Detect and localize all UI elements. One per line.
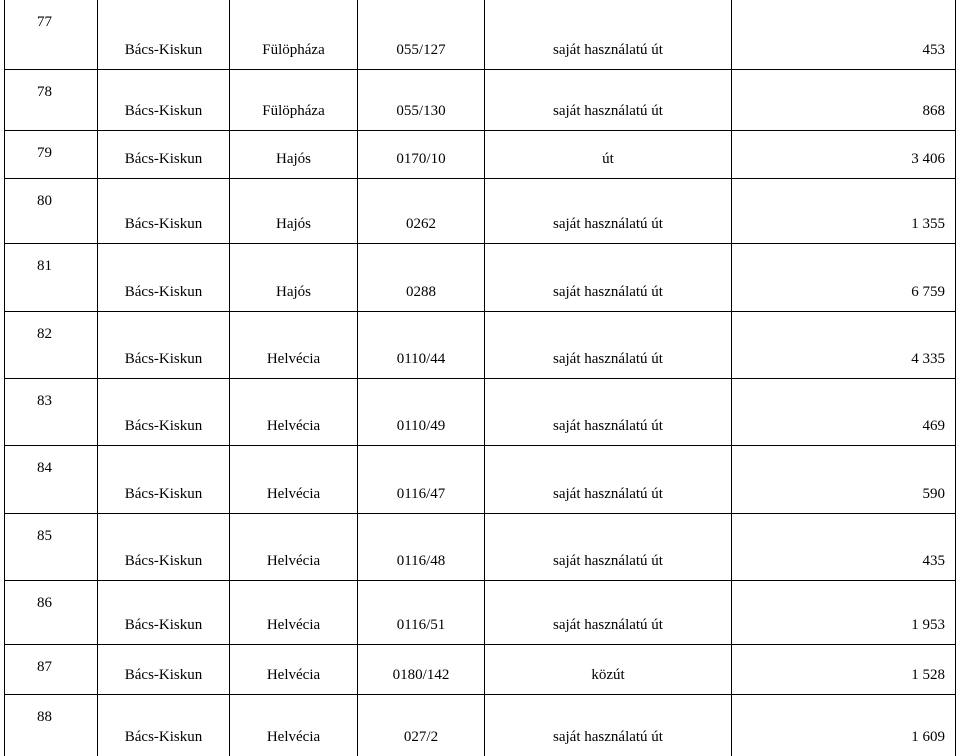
settlement-cell: Helvécia	[230, 445, 358, 513]
table-row	[5, 445, 956, 513]
table-row	[5, 0, 956, 69]
area-cell: 590	[732, 445, 956, 513]
parcel-cell: 0170/10	[358, 130, 485, 178]
county-cell: Bács-Kiskun	[98, 178, 230, 243]
settlement-cell: Fülöpháza	[230, 0, 358, 69]
county-cell: Bács-Kiskun	[98, 243, 230, 311]
area-cell: 435	[732, 513, 956, 580]
row-number-cell	[5, 130, 98, 178]
county-cell: Bács-Kiskun	[98, 644, 230, 694]
settlement-cell: Hajós	[230, 243, 358, 311]
row-number-cell	[5, 644, 98, 694]
use-cell: saját használatú út	[485, 69, 732, 130]
table-row	[5, 644, 956, 694]
county-cell: Bács-Kiskun	[98, 513, 230, 580]
use-cell: saját használatú út	[485, 243, 732, 311]
parcel-cell: 055/127	[358, 0, 485, 69]
row-number: 77	[37, 14, 52, 30]
parcel-cell: 055/130	[358, 69, 485, 130]
row-number: 84	[37, 459, 52, 476]
use-cell: saját használatú út	[485, 311, 732, 378]
county-cell: Bács-Kiskun	[98, 311, 230, 378]
row-number-cell	[5, 378, 98, 445]
parcel-cell: 0116/48	[358, 513, 485, 580]
settlement-cell: Fülöpháza	[230, 69, 358, 130]
table-row	[5, 178, 956, 243]
area-cell: 4 335	[732, 311, 956, 378]
use-cell: saját használatú út	[485, 378, 732, 445]
parcel-cell: 0288	[358, 243, 485, 311]
parcel-table	[4, 0, 956, 756]
use-cell: saját használatú út	[485, 0, 732, 69]
settlement-cell: Helvécia	[230, 311, 358, 378]
parcel-cell: 027/2	[358, 694, 485, 756]
row-number-cell	[5, 243, 98, 311]
table-row	[5, 311, 956, 378]
row-number: 79	[37, 144, 52, 161]
parcel-cell: 0116/51	[358, 580, 485, 644]
county-cell: Bács-Kiskun	[98, 445, 230, 513]
row-number: 82	[37, 325, 52, 342]
area-cell: 6 759	[732, 243, 956, 311]
county-cell: Bács-Kiskun	[98, 580, 230, 644]
settlement-cell: Hajós	[230, 178, 358, 243]
table-row	[5, 580, 956, 644]
row-number: 86	[37, 594, 52, 611]
row-number: 85	[37, 527, 52, 544]
row-number-cell	[5, 513, 98, 580]
county-cell: Bács-Kiskun	[98, 694, 230, 756]
area-cell: 1 528	[732, 644, 956, 694]
table-row	[5, 243, 956, 311]
row-number-cell	[5, 311, 98, 378]
row-number-cell	[5, 178, 98, 243]
use-cell: saját használatú út	[485, 445, 732, 513]
row-number: 81	[37, 257, 52, 274]
row-number: 88	[37, 708, 52, 725]
county-cell: Bács-Kiskun	[98, 69, 230, 130]
parcel-cell: 0262	[358, 178, 485, 243]
area-cell: 469	[732, 378, 956, 445]
row-number: 83	[37, 392, 52, 409]
settlement-cell: Helvécia	[230, 378, 358, 445]
settlement-cell: Helvécia	[230, 580, 358, 644]
use-cell: közút	[485, 644, 732, 694]
use-cell: út	[485, 130, 732, 178]
row-number-cell	[5, 445, 98, 513]
area-cell: 3 406	[732, 130, 956, 178]
area-cell: 453	[732, 0, 956, 69]
row-number-cell	[5, 69, 98, 130]
county-cell: Bács-Kiskun	[98, 378, 230, 445]
row-number-cell	[5, 0, 98, 69]
use-cell: saját használatú út	[485, 580, 732, 644]
table-row	[5, 378, 956, 445]
row-number: 78	[37, 83, 52, 100]
settlement-cell: Helvécia	[230, 644, 358, 694]
county-cell: Bács-Kiskun	[98, 130, 230, 178]
area-cell: 1 953	[732, 580, 956, 644]
table-row	[5, 513, 956, 580]
area-cell: 1 355	[732, 178, 956, 243]
table-row	[5, 694, 956, 756]
use-cell: saját használatú út	[485, 694, 732, 756]
parcel-cell: 0110/49	[358, 378, 485, 445]
table-row	[5, 130, 956, 178]
row-number-cell	[5, 580, 98, 644]
row-number-cell	[5, 694, 98, 756]
area-cell: 1 609	[732, 694, 956, 756]
settlement-cell: Helvécia	[230, 513, 358, 580]
settlement-cell: Hajós	[230, 130, 358, 178]
parcel-cell: 0180/142	[358, 644, 485, 694]
parcel-cell: 0116/47	[358, 445, 485, 513]
table-row	[5, 69, 956, 130]
county-cell: Bács-Kiskun	[98, 0, 230, 69]
row-number: 87	[37, 658, 52, 675]
row-number: 80	[37, 192, 52, 209]
area-cell: 868	[732, 69, 956, 130]
use-cell: saját használatú út	[485, 513, 732, 580]
use-cell: saját használatú út	[485, 178, 732, 243]
parcel-cell: 0110/44	[358, 311, 485, 378]
settlement-cell: Helvécia	[230, 694, 358, 756]
